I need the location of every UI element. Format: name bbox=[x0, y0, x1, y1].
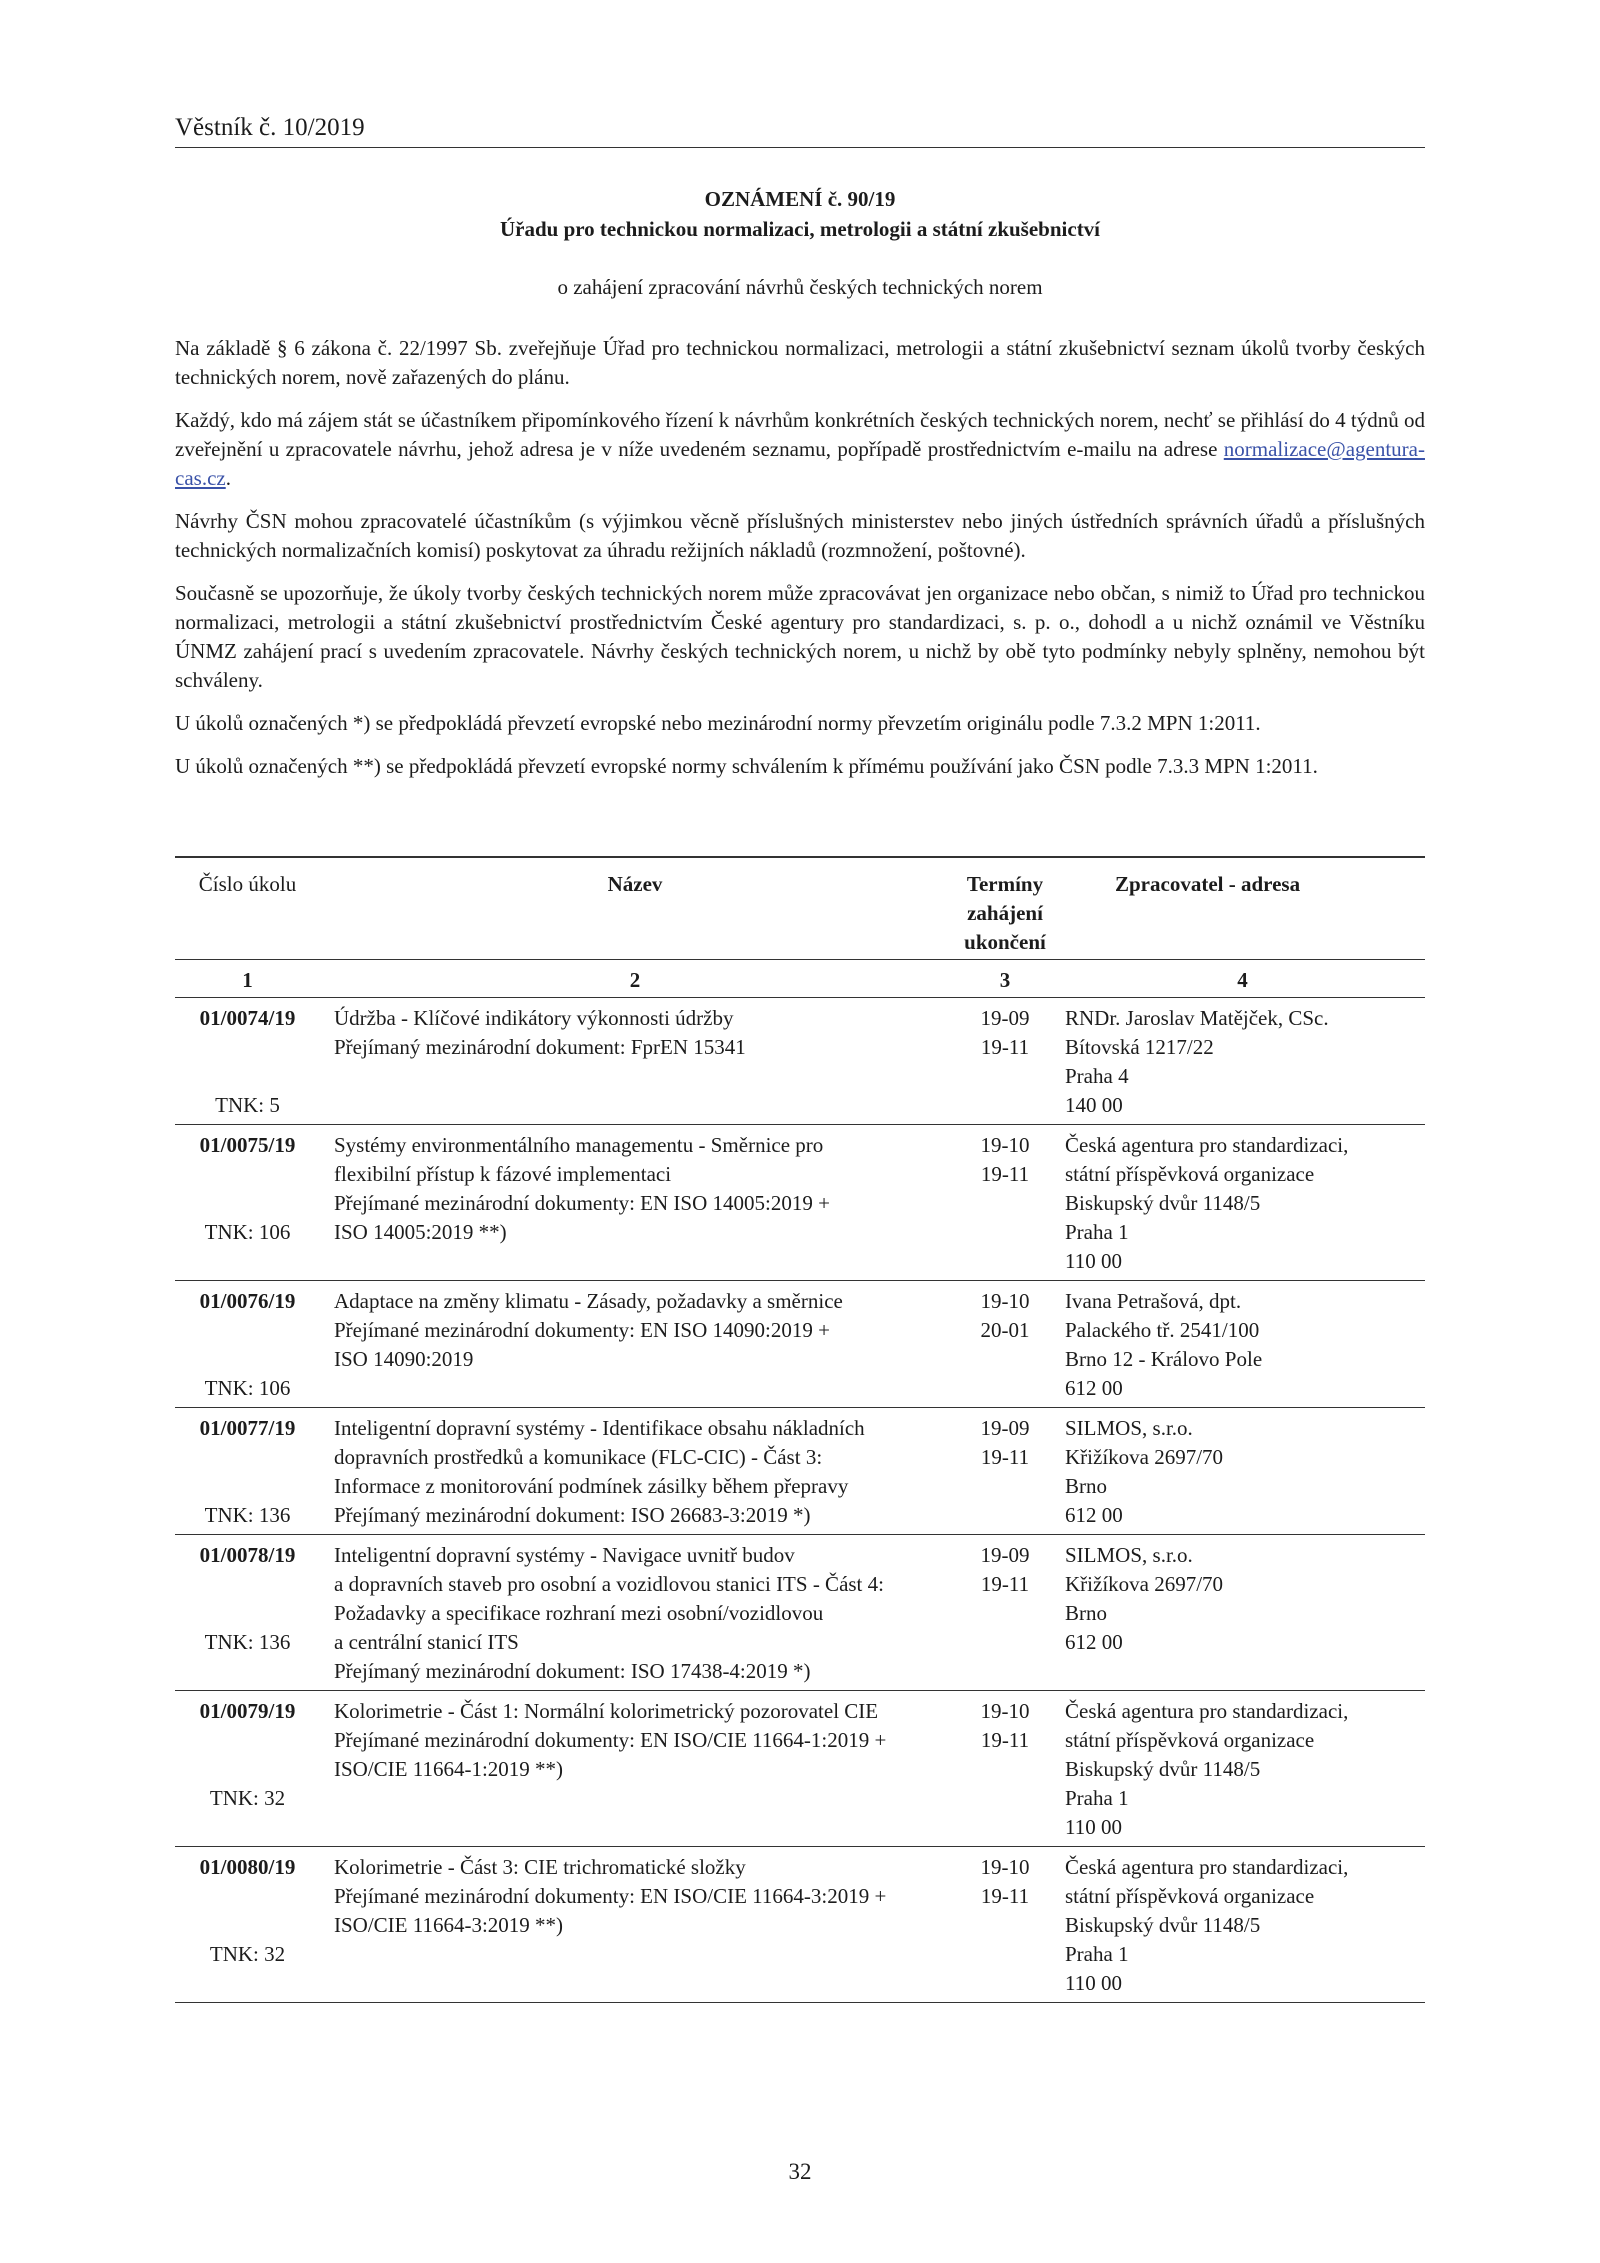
task-term-end: 19-11 bbox=[980, 1728, 1030, 1752]
task-term-start: 19-10 bbox=[980, 1133, 1030, 1157]
task-number-cell bbox=[175, 1847, 320, 2003]
task-tnk: TNK: 106 bbox=[204, 1220, 291, 1244]
task-processor-line: Brno bbox=[1065, 1601, 1107, 1625]
task-name-line: a centrální stanicí ITS bbox=[334, 1630, 519, 1654]
tasks-table-wrap bbox=[175, 856, 1425, 2003]
task-id: 01/0074/19 bbox=[199, 1006, 296, 1030]
task-processor-cell bbox=[1060, 1408, 1425, 1535]
task-terms-cell bbox=[950, 1691, 1060, 1847]
task-tnk: TNK: 136 bbox=[204, 1503, 291, 1527]
task-term-start: 19-09 bbox=[980, 1416, 1030, 1440]
spacer bbox=[175, 1443, 320, 1472]
task-tnk: TNK: 5 bbox=[215, 1093, 280, 1117]
task-name-cell bbox=[320, 1125, 950, 1281]
spacer bbox=[175, 1882, 320, 1911]
task-name-line: Přejímané mezinárodní dokumenty: EN ISO 14090:2019 + bbox=[334, 1318, 830, 1342]
task-processor-line: 110 00 bbox=[1065, 1249, 1122, 1273]
paragraph-participation-end: . bbox=[225, 466, 231, 490]
task-processor-line: Praha 4 bbox=[1065, 1064, 1129, 1088]
task-processor-line: Palackého tř. 2541/100 bbox=[1065, 1318, 1260, 1342]
task-processor-line: Bítovská 1217/22 bbox=[1065, 1035, 1214, 1059]
task-name-cell bbox=[320, 1691, 950, 1847]
task-name-line: Přejímané mezinárodní dokumenty: EN ISO/CIE 11664-1:2019 + bbox=[334, 1728, 887, 1752]
task-term-end: 19-11 bbox=[980, 1445, 1030, 1469]
task-id: 01/0078/19 bbox=[199, 1543, 296, 1567]
task-processor-line: státní příspěvková organizace bbox=[1065, 1162, 1315, 1186]
task-processor-line: Křižíkova 2697/70 bbox=[1065, 1572, 1224, 1596]
spacer bbox=[175, 1570, 320, 1599]
task-term-end: 19-11 bbox=[980, 1884, 1030, 1908]
header-task-number: Číslo úkolu bbox=[175, 857, 320, 960]
spacer bbox=[175, 1911, 320, 1940]
spacer bbox=[175, 1599, 320, 1628]
task-processor-cell bbox=[1060, 1847, 1425, 2003]
header-terms-line: ukončení bbox=[964, 930, 1046, 954]
task-processor-line: 110 00 bbox=[1065, 1815, 1122, 1839]
page-header bbox=[175, 113, 1425, 148]
paragraph-legal-basis: Na základě § 6 zákona č. 22/1997 Sb. zveřejňuje Úřad pro technickou normalizaci, metrologii a státní zkušebnictví seznam úkolů tvorby českých technických norem, nově zařazených do plánu. bbox=[175, 336, 1425, 389]
task-processor-line: 612 00 bbox=[1065, 1376, 1123, 1400]
task-name-line: dopravních prostředků a komunikace (FLC-CIC) - Část 3: bbox=[334, 1445, 823, 1469]
task-processor-line: Ivana Petrašová, dpt. bbox=[1065, 1289, 1242, 1313]
task-processor-line: Brno bbox=[1065, 1474, 1107, 1498]
task-processor-line: Biskupský dvůr 1148/5 bbox=[1065, 1757, 1261, 1781]
paragraph-participation bbox=[175, 406, 1425, 493]
task-tnk: TNK: 32 bbox=[209, 1942, 286, 1966]
spacer bbox=[175, 1755, 320, 1784]
spacer bbox=[175, 1189, 320, 1218]
task-name-line: Přejímané mezinárodní dokumenty: EN ISO/CIE 11664-3:2019 + bbox=[334, 1884, 887, 1908]
task-name-line: ISO 14090:2019 bbox=[334, 1347, 474, 1371]
task-term-end: 19-11 bbox=[980, 1162, 1030, 1186]
header-terms-line: zahájení bbox=[967, 901, 1043, 925]
table-row bbox=[175, 1125, 1425, 1281]
task-terms-cell bbox=[950, 1408, 1060, 1535]
table-row bbox=[175, 1535, 1425, 1691]
task-processor-line: Brno 12 - Královo Pole bbox=[1065, 1347, 1263, 1371]
publication-name: Věstník č. 10/2019 bbox=[175, 114, 365, 141]
table-row bbox=[175, 1691, 1425, 1847]
column-number: 2 bbox=[320, 960, 950, 998]
task-name-line: Adaptace na změny klimatu - Zásady, požadavky a směrnice bbox=[334, 1289, 843, 1313]
task-processor-line: 140 00 bbox=[1065, 1093, 1123, 1117]
task-processor-line: Česká agentura pro standardizaci, bbox=[1065, 1855, 1349, 1879]
task-name-line: Kolorimetrie - Část 3: CIE trichromatické složky bbox=[334, 1855, 746, 1879]
task-terms-cell bbox=[950, 1281, 1060, 1408]
task-name-line: flexibilní přístup k fázové implementaci bbox=[334, 1162, 672, 1186]
task-processor-cell bbox=[1060, 1281, 1425, 1408]
task-name-cell bbox=[320, 1408, 950, 1535]
task-term-start: 19-10 bbox=[980, 1699, 1030, 1723]
task-processor-line: 110 00 bbox=[1065, 1971, 1122, 1995]
tasks-table bbox=[175, 856, 1425, 2003]
task-tnk: TNK: 106 bbox=[204, 1376, 291, 1400]
task-name-line: Přejímaný mezinárodní dokument: ISO 26683-3:2019 *) bbox=[334, 1503, 811, 1527]
task-processor-line: Praha 1 bbox=[1065, 1786, 1129, 1810]
task-processor-cell bbox=[1060, 1125, 1425, 1281]
paragraph-footnote-1: U úkolů označených *) se předpokládá převzetí evropské nebo mezinárodní normy převzetím originálu podle 7.3.2 MPN 1:2011. bbox=[175, 711, 1261, 735]
task-processor-line: 612 00 bbox=[1065, 1630, 1123, 1654]
task-name-line: Požadavky a specifikace rozhraní mezi osobní/vozidlovou bbox=[334, 1601, 824, 1625]
task-term-start: 19-09 bbox=[980, 1006, 1030, 1030]
spacer bbox=[175, 1316, 320, 1345]
task-processor-line: Praha 1 bbox=[1065, 1220, 1129, 1244]
announcement-issuer: Úřadu pro technickou normalizaci, metrologii a státní zkušebnictví bbox=[499, 217, 1101, 241]
task-id: 01/0076/19 bbox=[199, 1289, 296, 1313]
task-name-line: Informace z monitorování podmínek zásilky během přepravy bbox=[334, 1474, 849, 1498]
task-name-line: Přejímaný mezinárodní dokument: ISO 17438-4:2019 *) bbox=[334, 1659, 811, 1683]
header-terms-line: Termíny bbox=[966, 872, 1044, 896]
table-row bbox=[175, 998, 1425, 1125]
column-number: 4 bbox=[1060, 960, 1425, 998]
header-terms bbox=[950, 857, 1060, 960]
spacer bbox=[175, 1726, 320, 1755]
task-terms-cell bbox=[950, 1535, 1060, 1691]
task-id: 01/0075/19 bbox=[199, 1133, 296, 1157]
task-name-line: Inteligentní dopravní systémy - Navigace uvnitř budov bbox=[334, 1543, 795, 1567]
task-processor-line: státní příspěvková organizace bbox=[1065, 1884, 1315, 1908]
task-term-end: 19-11 bbox=[980, 1035, 1030, 1059]
task-name-line: Přejímaný mezinárodní dokument: FprEN 15341 bbox=[334, 1035, 746, 1059]
task-name-line: Inteligentní dopravní systémy - Identifikace obsahu nákladních bbox=[334, 1416, 865, 1440]
task-name-line: ISO/CIE 11664-3:2019 **) bbox=[334, 1913, 564, 1937]
task-id: 01/0079/19 bbox=[199, 1699, 296, 1723]
task-processor-line: Praha 1 bbox=[1065, 1942, 1129, 1966]
column-number-row bbox=[175, 960, 1425, 998]
task-number-cell bbox=[175, 1535, 320, 1691]
task-term-start: 19-10 bbox=[980, 1289, 1030, 1313]
task-terms-cell bbox=[950, 1847, 1060, 2003]
announcement-subject: o zahájení zpracování návrhů českých technických norem bbox=[557, 275, 1043, 299]
task-name-line: ISO 14005:2019 **) bbox=[334, 1220, 507, 1244]
task-number-cell bbox=[175, 998, 320, 1125]
task-term-start: 19-09 bbox=[980, 1543, 1030, 1567]
task-number-cell bbox=[175, 1281, 320, 1408]
task-name-line: Kolorimetrie - Část 1: Normální kolorimetrický pozorovatel CIE bbox=[334, 1699, 879, 1723]
task-processor-line: RNDr. Jaroslav Matějček, CSc. bbox=[1065, 1006, 1329, 1030]
announcement-body bbox=[175, 334, 1425, 795]
task-processor-cell bbox=[1060, 998, 1425, 1125]
task-terms-cell bbox=[950, 1125, 1060, 1281]
task-number-cell bbox=[175, 1125, 320, 1281]
header-name: Název bbox=[320, 857, 950, 960]
table-row bbox=[175, 1281, 1425, 1408]
task-id: 01/0077/19 bbox=[199, 1416, 296, 1440]
task-processor-line: Biskupský dvůr 1148/5 bbox=[1065, 1913, 1261, 1937]
task-name-cell bbox=[320, 1281, 950, 1408]
task-number-cell bbox=[175, 1408, 320, 1535]
paragraph-participation-text: Každý, kdo má zájem stát se účastníkem připomínkového řízení k návrhům konkrétních českých technických norem, nechť se přihlásí do 4 týdnů od zveřejnění u zpracovatele návrhu, jehož adresa je v níže uvedeném seznamu, popřípadě prostřednictvím e-mailu na adrese bbox=[175, 408, 1425, 461]
spacer bbox=[175, 1345, 320, 1374]
table-header-row bbox=[175, 857, 1425, 960]
task-term-start: 19-10 bbox=[980, 1855, 1030, 1879]
task-processor-line: Křižíkova 2697/70 bbox=[1065, 1445, 1224, 1469]
email-link[interactable]: normalizace@agentura-cas.cz bbox=[175, 437, 1425, 490]
task-processor-line: státní příspěvková organizace bbox=[1065, 1728, 1315, 1752]
task-name-line: Přejímané mezinárodní dokumenty: EN ISO 14005:2019 + bbox=[334, 1191, 830, 1215]
task-tnk: TNK: 136 bbox=[204, 1630, 291, 1654]
tasks-table-body bbox=[175, 998, 1425, 2003]
task-processor-line: Biskupský dvůr 1148/5 bbox=[1065, 1191, 1261, 1215]
task-processor-line: 612 00 bbox=[1065, 1503, 1123, 1527]
task-processor-cell bbox=[1060, 1691, 1425, 1847]
table-row bbox=[175, 1847, 1425, 2003]
task-processor-line: SILMOS, s.r.o. bbox=[1065, 1416, 1193, 1440]
task-name-line: Systémy environmentálního managementu - Směrnice pro bbox=[334, 1133, 824, 1157]
column-number: 3 bbox=[950, 960, 1060, 998]
table-row bbox=[175, 1408, 1425, 1535]
task-number-cell bbox=[175, 1691, 320, 1847]
task-name-cell bbox=[320, 998, 950, 1125]
task-id: 01/0080/19 bbox=[199, 1855, 296, 1879]
spacer bbox=[175, 1160, 320, 1189]
spacer bbox=[175, 1472, 320, 1501]
task-terms-cell bbox=[950, 998, 1060, 1125]
task-tnk: TNK: 32 bbox=[209, 1786, 286, 1810]
spacer bbox=[175, 1062, 320, 1091]
page-number: 32 bbox=[788, 2159, 812, 2184]
task-processor-line: Česká agentura pro standardizaci, bbox=[1065, 1699, 1349, 1723]
task-name-line: a dopravních staveb pro osobní a vozidlovou stanici ITS - Část 4: bbox=[334, 1572, 884, 1596]
task-name-line: ISO/CIE 11664-1:2019 **) bbox=[334, 1757, 564, 1781]
paragraph-footnote-2: U úkolů označených **) se předpokládá převzetí evropské normy schválením k přímému používání jako ČSN podle 7.3.3 MPN 1:2011. bbox=[175, 754, 1318, 778]
announcement-title: OZNÁMENÍ č. 90/19 bbox=[704, 187, 896, 211]
paragraph-fees: Návrhy ČSN mohou zpracovatelé účastníkům (s výjimkou věcně příslušných ministerstev nebo jiných ústředních správních úřadů a příslušných technických normalizačních komisí) poskytovat za úhradu režijních nákladů (rozmnožení, poštovné). bbox=[175, 509, 1425, 562]
task-processor-line: SILMOS, s.r.o. bbox=[1065, 1543, 1193, 1567]
task-processor-line: Česká agentura pro standardizaci, bbox=[1065, 1133, 1349, 1157]
task-term-end: 19-11 bbox=[980, 1572, 1030, 1596]
spacer bbox=[175, 1033, 320, 1062]
paragraph-notice: Současně se upozorňuje, že úkoly tvorby českých technických norem může zpracovávat jen organizace nebo občan, s nimiž to Úřad pro technickou normalizaci, metrologii a státní zkušebnictví prostřednictvím České agentury pro standardizaci, s. p. o., dohodl a u nichž oznámil ve Věstníku ÚNMZ zahájení prací s uvedením zpracovatele. Návrhy českých technických norem, u nichž by obě tyto podmínky nebyly splněny, nemohou být schváleny. bbox=[175, 581, 1425, 692]
task-name-cell bbox=[320, 1847, 950, 2003]
task-name-line: Údržba - Klíčové indikátory výkonnosti údržby bbox=[334, 1006, 734, 1030]
column-number: 1 bbox=[175, 960, 320, 998]
task-term-end: 20-01 bbox=[980, 1318, 1030, 1342]
task-processor-cell bbox=[1060, 1535, 1425, 1691]
header-processor: Zpracovatel - adresa bbox=[1060, 857, 1425, 960]
task-name-cell bbox=[320, 1535, 950, 1691]
